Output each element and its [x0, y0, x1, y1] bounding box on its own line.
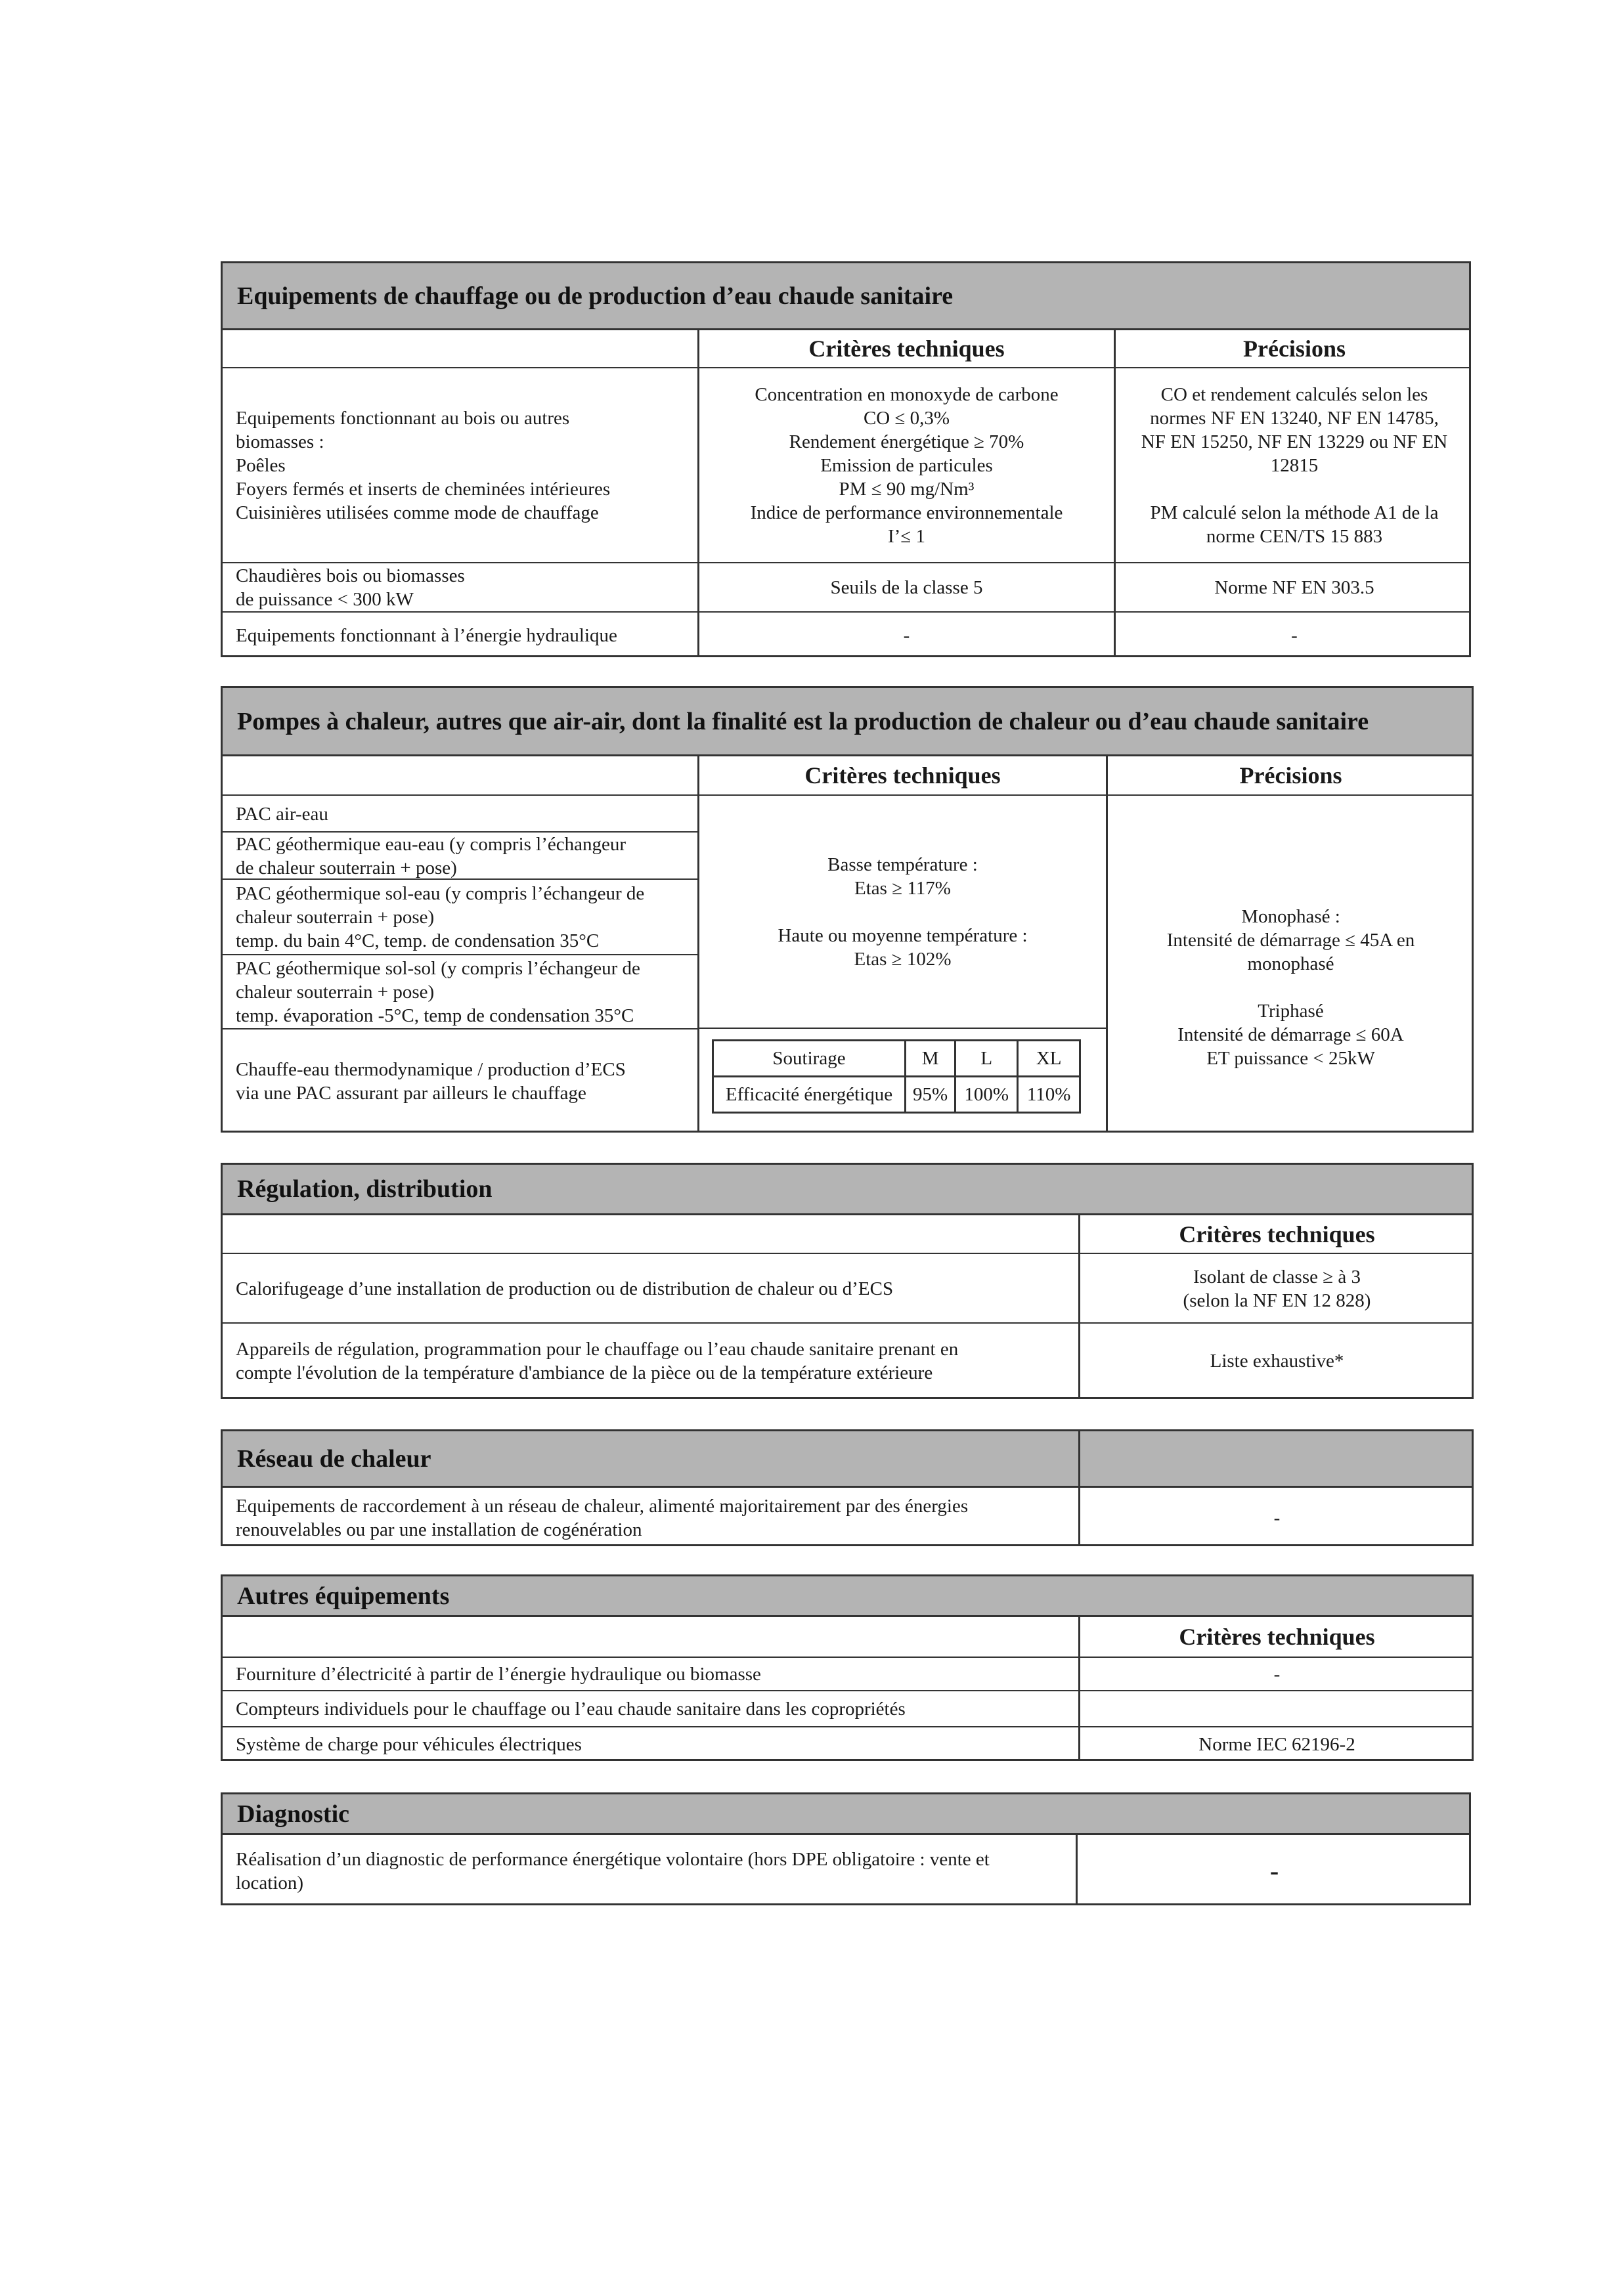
equipment-cell: Réalisation d’un diagnostic de performance énergétique volontaire (hors DPE obligatoire : vente et location): [236, 1849, 990, 1894]
table-cell: Efficacité énergétique: [713, 1077, 906, 1113]
equipment-cell: Système de charge pour véhicules électriques: [236, 1734, 582, 1755]
precision-cell: CO et rendement calculés selon les normes NF EN 13240, NF EN 14785, NF EN 15250, NF EN 13229 ou NF EN 12815 PM calculé selon la méthode A1 de la norme CEN/TS 15 883: [1141, 384, 1448, 547]
col-header-criteres: Critères techniques: [804, 762, 1001, 789]
equipment-cell: Calorifugeage d’une installation de production ou de distribution de chaleur ou d’ECS: [236, 1278, 894, 1299]
equipment-cell: Equipements fonctionnant au bois ou autres biomasses : Poêles Foyers fermés et inserts de cheminées intérieures Cuisinières utilisées comme mode de chauffage: [236, 408, 611, 523]
section-regulation: [221, 1163, 1474, 1399]
criteria-cell: Seuils de la classe 5: [830, 577, 983, 598]
section-title: Pompes à chaleur, autres que air-air, dont la finalité est la production de chaleur ou d’eau chaude sanitaire: [223, 688, 1472, 756]
equipment-cell: PAC air-eau: [236, 803, 328, 825]
section-reseau: [221, 1429, 1474, 1546]
equipment-cell: PAC géothermique sol-eau (y compris l’échangeur de chaleur souterrain + pose) temp. du bain 4°C, temp. de condensation 35°C: [236, 883, 645, 951]
table-row: [713, 1077, 1080, 1113]
table-cell: 100%: [955, 1077, 1018, 1113]
table-row: [713, 1041, 1080, 1077]
section-title: Réseau de chaleur: [223, 1431, 1472, 1488]
equipment-cell: Appareils de régulation, programmation pour le chauffage ou l’eau chaude sanitaire prenant en compte l'évolution de la température d'ambiance de la pièce ou de la température extérieure: [236, 1339, 959, 1383]
table-cell: L: [955, 1041, 1018, 1077]
precision-cell: Monophasé : Intensité de démarrage ≤ 45A en monophasé Triphasé Intensité de démarrage ≤ 60A ET puissance < 25kW: [1166, 906, 1415, 1069]
section-title: Régulation, distribution: [223, 1165, 1472, 1215]
criteria-cell: Norme IEC 62196-2: [1198, 1734, 1355, 1755]
col-header-criteres: Critères techniques: [1179, 1624, 1375, 1650]
criteria-cell: -: [1273, 1664, 1281, 1685]
equipment-cell: Chauffe-eau thermodynamique / production d’ECS via une PAC assurant par ailleurs le chauffage: [236, 1059, 626, 1104]
equipment-cell: Equipements de raccordement à un réseau de chaleur, alimenté majoritairement par des énergies renouvelables ou par une installation de cogénération: [236, 1496, 969, 1540]
criteria-cell: [1080, 1692, 1474, 1726]
table-cell: Soutirage: [713, 1041, 906, 1077]
criteria-cell: Basse température : Etas ≥ 117% Haute ou moyenne température : Etas ≥ 102%: [778, 854, 1028, 970]
section-diagnostic: [221, 1792, 1471, 1905]
equipment-cell: Compteurs individuels pour le chauffage ou l’eau chaude sanitaire dans les copropriétés: [236, 1699, 906, 1720]
section-autres: [221, 1574, 1474, 1761]
equipment-cell: Equipements fonctionnant à l’énergie hydraulique: [236, 624, 617, 646]
table-cell: M: [906, 1041, 955, 1077]
criteria-cell: -: [1269, 1856, 1279, 1886]
equipment-cell: Chaudières bois ou biomasses de puissance < 300 kW: [236, 565, 465, 610]
criteria-cell: Isolant de classe ≥ à 3 (selon la NF EN 12 828): [1183, 1266, 1371, 1311]
section-title: Equipements de chauffage ou de production d’eau chaude sanitaire: [223, 263, 1469, 330]
equipment-cell: Fourniture d’électricité à partir de l’énergie hydraulique ou biomasse: [236, 1664, 761, 1685]
efficiency-table: [712, 1039, 1081, 1114]
equipment-cell: PAC géothermique eau-eau (y compris l’échangeur de chaleur souterrain + pose): [236, 833, 626, 878]
col-header-precisions: Précisions: [1239, 762, 1342, 789]
col-header-criteres: Critères techniques: [1179, 1221, 1375, 1247]
table-cell: 110%: [1018, 1077, 1080, 1113]
precision-cell: Norme NF EN 303.5: [1214, 577, 1374, 598]
precision-cell: -: [1291, 624, 1298, 646]
section-pac: [221, 686, 1474, 1133]
table-cell: XL: [1018, 1041, 1080, 1077]
criteria-cell: Liste exhaustive*: [1210, 1351, 1344, 1372]
equipment-cell: PAC géothermique sol-sol (y compris l’échangeur de chaleur souterrain + pose) temp. évaporation -5°C, temp de condensation 35°C: [236, 958, 640, 1026]
criteria-cell: -: [903, 624, 910, 646]
section-chauffage: [221, 261, 1471, 657]
criteria-cell: -: [1273, 1507, 1281, 1528]
section-title: Diagnostic: [223, 1794, 1469, 1835]
table-cell: 95%: [906, 1077, 955, 1113]
criteria-cell: Concentration en monoxyde de carbone CO ≤ 0,3% Rendement énergétique ≥ 70% Emission de particules PM ≤ 90 mg/Nm³ Indice de performance environnementale I’≤ 1: [750, 384, 1063, 547]
section-title: Autres équipements: [223, 1576, 1472, 1617]
col-header-criteres: Critères techniques: [808, 336, 1005, 362]
col-header-precisions: Précisions: [1243, 336, 1346, 362]
